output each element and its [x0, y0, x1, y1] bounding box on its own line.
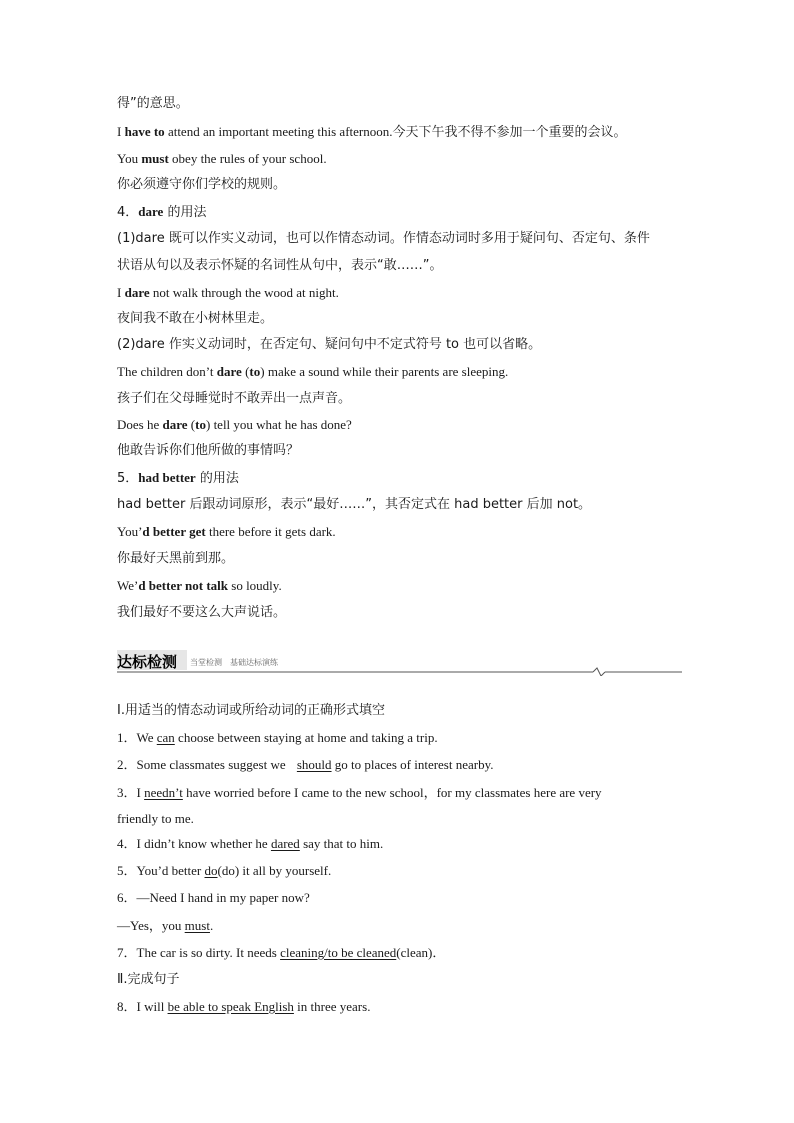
text-line: 状语从句以及表示怀疑的名词性从句中，表示“敢……”。	[117, 258, 443, 273]
translation-line: 孩子们在父母睡觉时不敢弄出一点声音。	[117, 391, 352, 406]
subheading-had-better: 5．had better 的用法	[117, 470, 239, 486]
part-heading: Ⅱ.完成句子	[117, 972, 180, 987]
answer: dared	[270, 836, 300, 851]
answer: can	[156, 730, 175, 745]
exercise-item: 7．The car is so dirty. It needs cleaning/to be cleaned(clean)．	[117, 945, 446, 960]
answer: cleaning/to be cleaned	[280, 945, 397, 960]
answer: do	[204, 863, 218, 878]
answer: should	[296, 757, 332, 772]
text-line: (1)dare 既可以作实义动词，也可以作情态动词。作情态动词时多用于疑问句、否定句、条件	[117, 231, 650, 246]
translation-line: 你最好天黑前到那。	[117, 551, 235, 566]
exercise-item: 1．We can choose between staying at home and taking a trip.	[117, 730, 438, 745]
section-subtitle: 当堂检测 基础达标演练	[190, 658, 278, 667]
example-sentence: Does he dare (to) tell you what he has done?	[117, 417, 352, 432]
text-line: had better 后跟动词原形，表示“最好……”，其否定式在 had better 后加 not。	[117, 497, 592, 512]
translation-line: 夜间我不敢在小树林里走。	[117, 311, 274, 326]
exercise-item: 6．—Need I hand in my paper now?	[117, 890, 310, 905]
exercise-item: 8．I will be able to speak English in three years.	[117, 999, 371, 1014]
example-sentence: I dare not walk through the wood at night.	[117, 285, 339, 300]
example-sentence: We’d better not talk so loudly.	[117, 578, 282, 593]
answer: must	[184, 918, 210, 933]
exercise-item: 4．I didn’t know whether he dared say that to him.	[117, 836, 384, 851]
part-heading: Ⅰ.用适当的情态动词或所给动词的正确形式填空	[117, 703, 385, 718]
exercise-item: 5．You’d better do(do) it all by yourself.	[117, 863, 332, 878]
exercise-item: 2．Some classmates suggest we should go to places of interest nearby.	[117, 757, 494, 772]
section-header	[117, 650, 682, 676]
example-sentence: I have to attend an important meeting this afternoon.今天下午我不得不参加一个重要的会议。	[117, 124, 627, 140]
translation-line: 你必须遵守你们学校的规则。	[117, 177, 287, 192]
section-title: 达标检测	[117, 653, 178, 671]
exercise-item-continued: friendly to me.	[117, 811, 194, 826]
example-sentence: You’d better get there before it gets dark.	[117, 524, 336, 539]
exercise-item-continued: —Yes，you must.	[117, 918, 214, 933]
exercise-item: 3．I needn’t have worried before I came to the new school，for my classmates here are very	[117, 785, 602, 800]
translation-line: 我们最好不要这么大声说话。	[117, 605, 287, 620]
answer: needn’t	[144, 785, 183, 800]
text-line: (2)dare 作实义动词时，在否定句、疑问句中不定式符号 to 也可以省略。	[117, 337, 542, 352]
subheading-dare: 4．dare 的用法	[117, 204, 207, 220]
text-line: 得”的意思。	[117, 96, 189, 111]
example-sentence: The children don’t dare (to) make a sound while their parents are sleeping.	[117, 364, 509, 379]
answer: be able to speak English	[167, 999, 294, 1014]
translation-line: 他敢告诉你们他所做的事情吗？	[117, 443, 300, 458]
example-sentence: You must obey the rules of your school.	[117, 151, 327, 166]
